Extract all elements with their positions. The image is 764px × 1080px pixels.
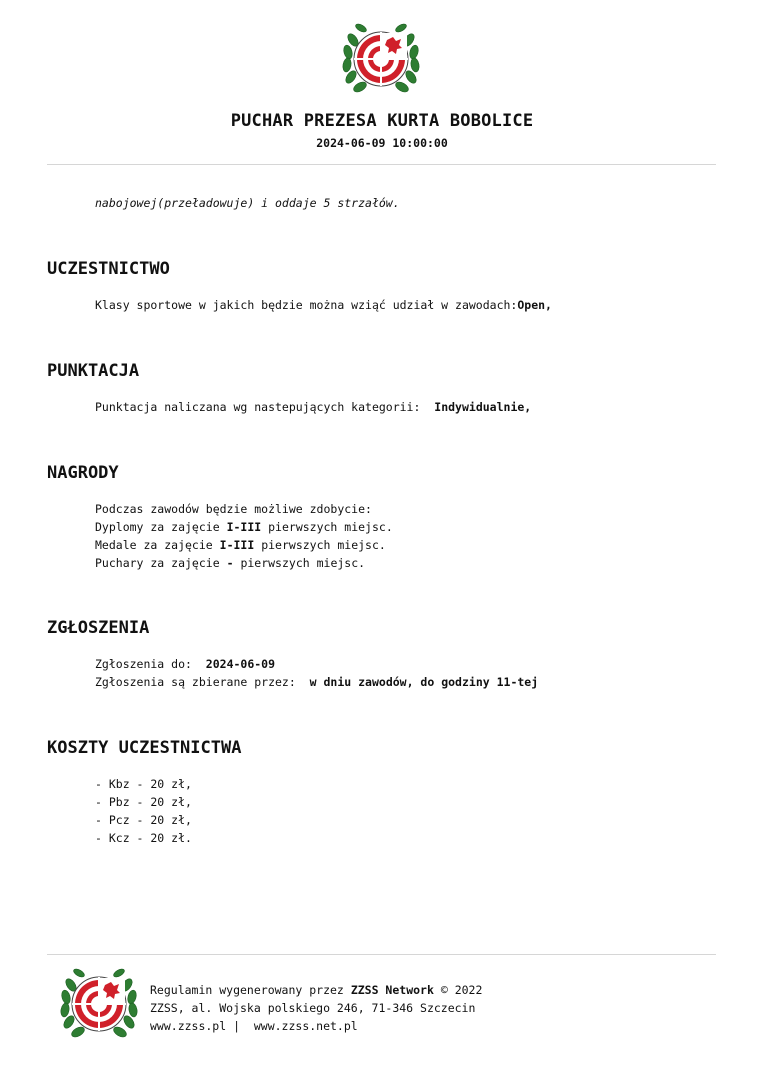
- punktacja-text: Punktacja naliczana wg nastepujących kategorii:: [95, 400, 421, 414]
- section-heading-koszty: KOSZTY UCZESTNICTWA: [47, 738, 242, 758]
- nagrody-item: Medale za zajęcie I-III pierwszych miejsc.: [95, 538, 386, 552]
- nagrody-list: [95, 500, 393, 572]
- section-heading-uczestnictwo: UCZESTNICTWO: [47, 259, 170, 279]
- punktacja-value: Indywidualnie,: [434, 400, 532, 414]
- koszty-item: - Pbz - 20 zł,: [95, 795, 192, 809]
- koszty-item: - Pcz - 20 zł,: [95, 813, 192, 827]
- uczestnictwo-line: [95, 296, 552, 314]
- zzss-footer-logo: [59, 963, 139, 1043]
- section-heading-nagrody: NAGRODY: [47, 463, 119, 483]
- punktacja-line: [95, 398, 531, 416]
- koszty-list: [95, 775, 192, 847]
- footer-divider: [47, 954, 716, 955]
- footer-links[interactable]: www.zzss.pl | www.zzss.net.pl: [150, 1019, 358, 1033]
- event-datetime: 2024-06-09 10:00:00: [316, 136, 448, 150]
- section-heading-zgloszenia: ZGŁOSZENIA: [47, 618, 150, 638]
- footer-generated: Regulamin wygenerowany przez ZZSS Network © 2022: [150, 983, 483, 997]
- header-divider: [47, 164, 716, 165]
- nagrody-intro: Podczas zawodów będzie możliwe zdobycie:: [95, 502, 372, 516]
- koszty-item: - Kbz - 20 zł,: [95, 777, 192, 791]
- uczestnictwo-text: Klasy sportowe w jakich będzie można wziąć udział w zawodach:: [95, 298, 518, 312]
- uczestnictwo-value: Open,: [517, 298, 552, 312]
- footer-address: ZZSS, al. Wojska polskiego 246, 71-346 Szczecin: [150, 1001, 476, 1015]
- nagrody-item: Puchary za zajęcie - pierwszych miejsc.: [95, 556, 366, 570]
- zgloszenia-collected: Zgłoszenia są zbierane przez: w dniu zawodów, do godziny 11-tej: [95, 675, 539, 689]
- zgloszenia-list: [95, 655, 538, 691]
- intro-line: nabojowej(przeładowuje) i oddaje 5 strzałów.: [95, 196, 400, 210]
- koszty-item: - Kcz - 20 zł.: [95, 831, 192, 845]
- section-heading-punktacja: PUNKTACJA: [47, 361, 140, 381]
- zzss-logo: [341, 18, 421, 98]
- footer-text: [150, 981, 482, 1035]
- zgloszenia-deadline: Zgłoszenia do: 2024-06-09: [95, 657, 276, 671]
- nagrody-item: Dyplomy za zajęcie I-III pierwszych miejsc.: [95, 520, 393, 534]
- document-title: PUCHAR PREZESA KURTA BOBOLICE: [230, 111, 534, 131]
